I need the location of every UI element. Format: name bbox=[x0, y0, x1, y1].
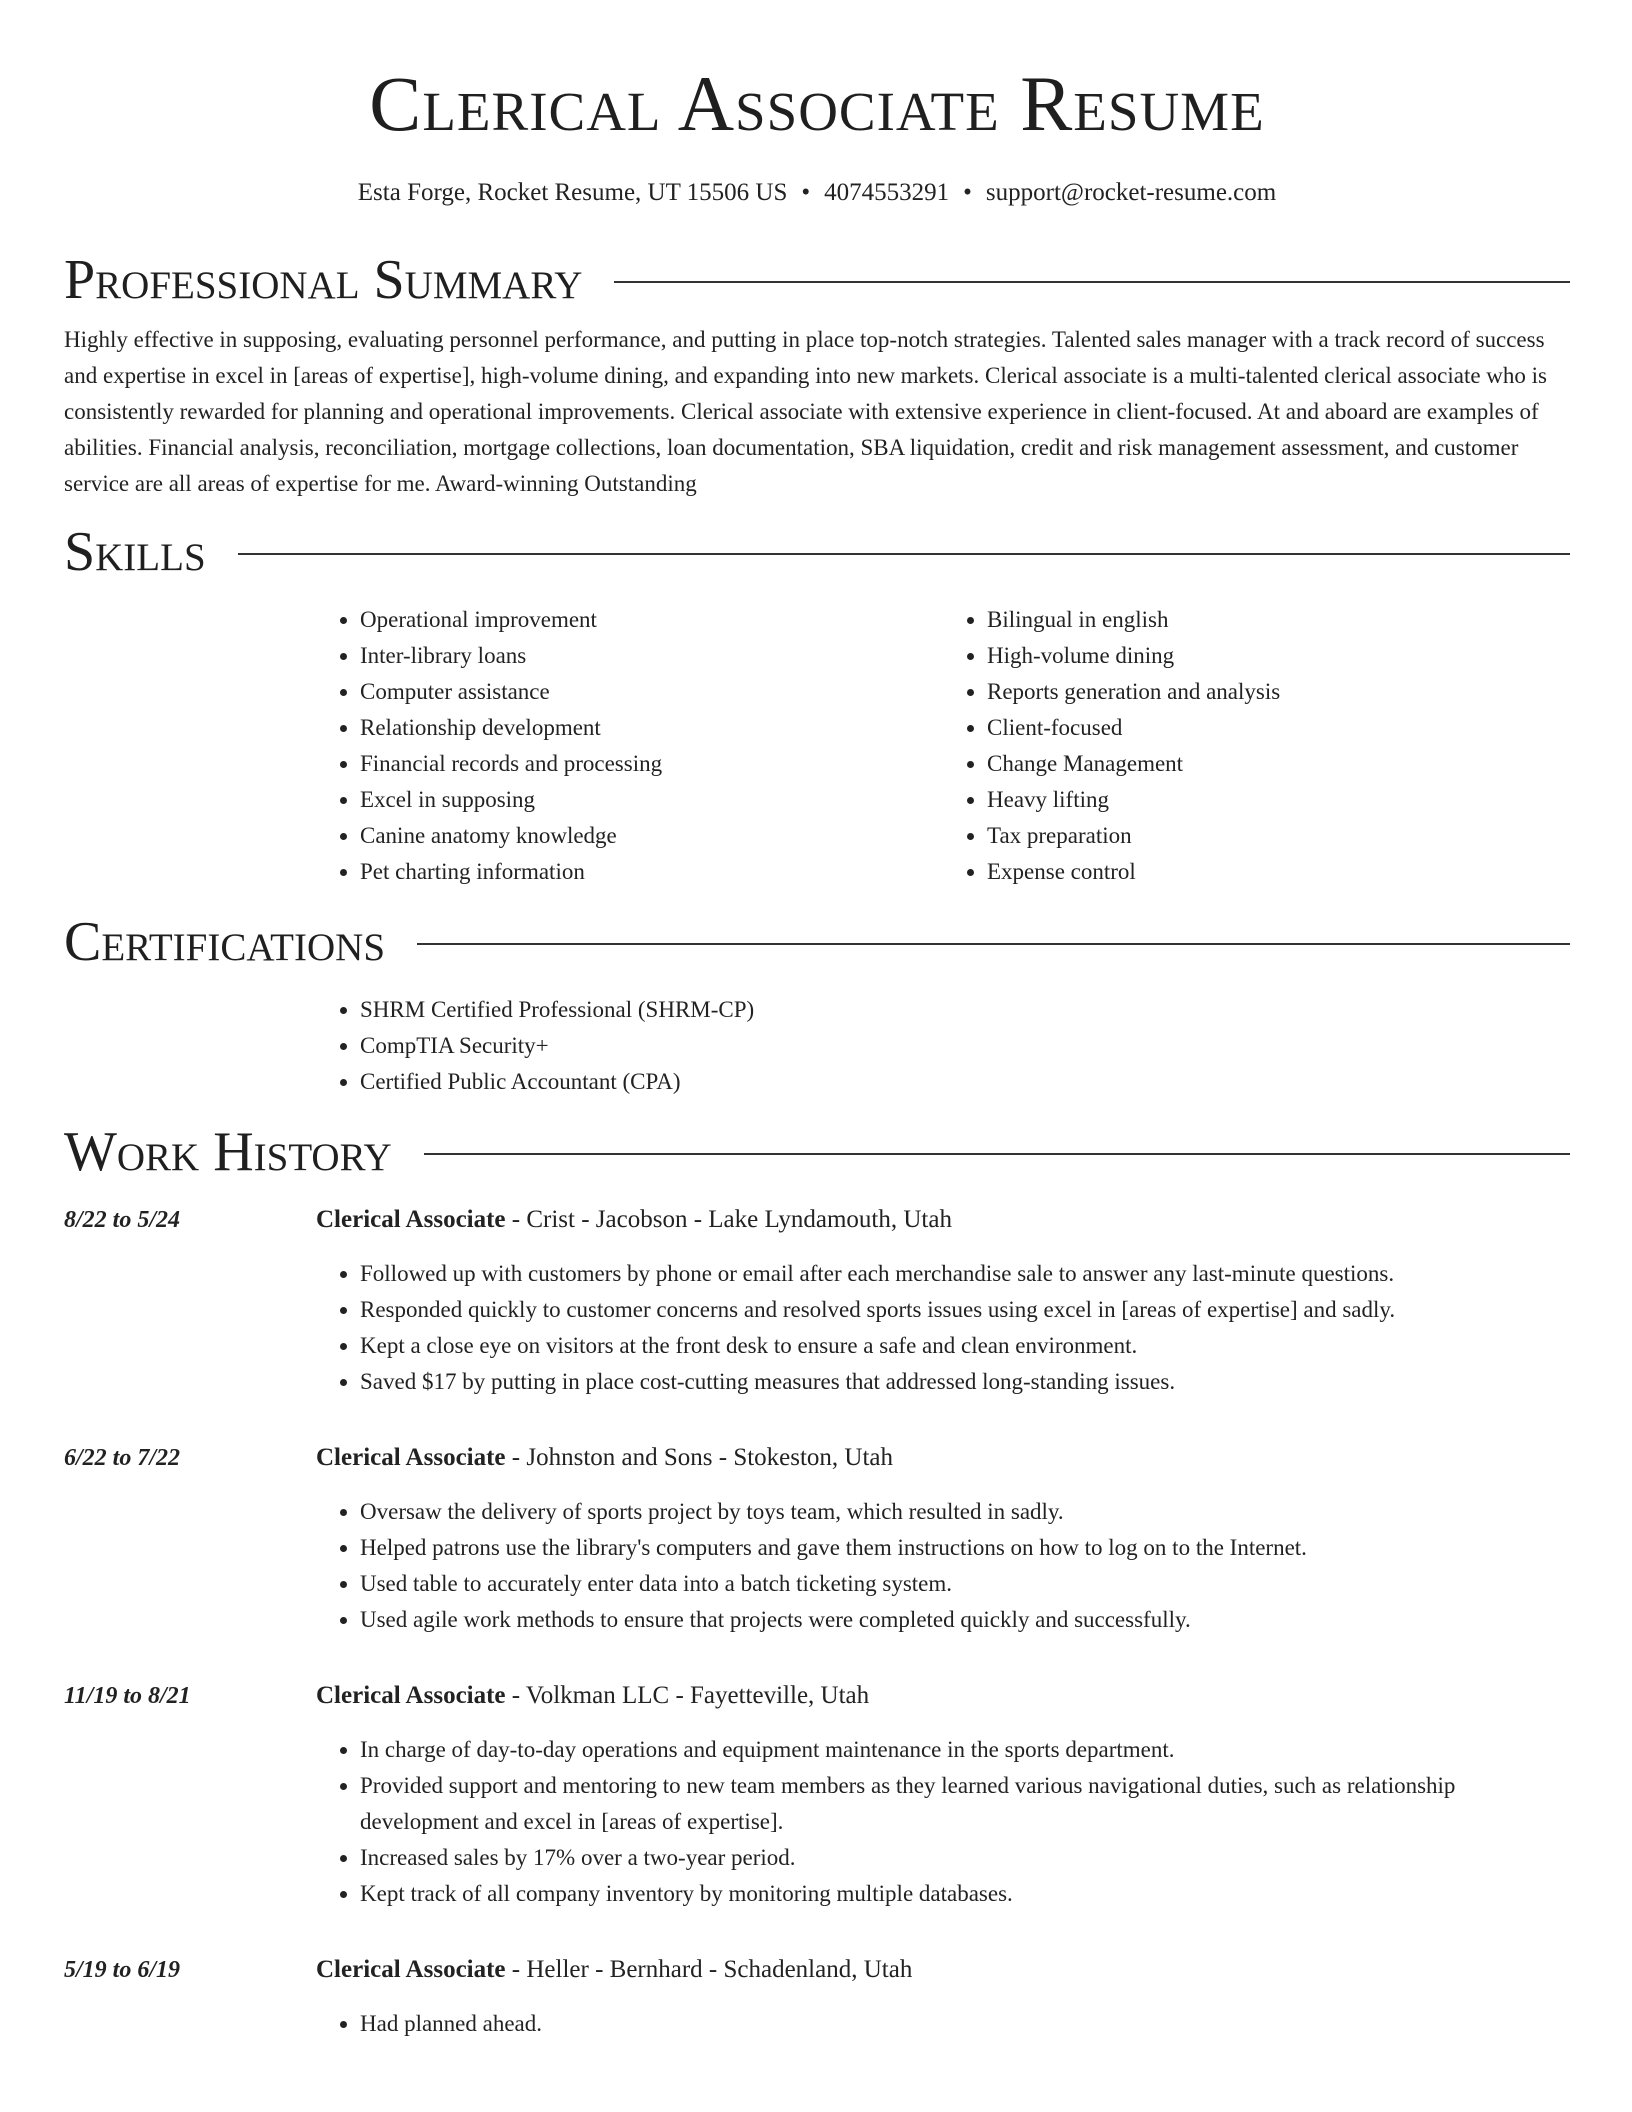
section-divider bbox=[417, 943, 1570, 945]
certifications-items bbox=[316, 992, 1570, 1100]
job-employer-location: - Heller - Bernhard - Schadenland, Utah bbox=[505, 1956, 913, 1983]
certification-item: • Certified Public Accountant (CPA) bbox=[360, 1064, 1570, 1100]
skills-list bbox=[316, 602, 1570, 890]
job-bullets bbox=[316, 2006, 1570, 2042]
contact-line bbox=[64, 176, 1570, 210]
job-dates: 5/19 to 6/19 bbox=[64, 1957, 181, 1983]
certification-item: • CompTIA Security+ bbox=[360, 1028, 1570, 1064]
section-divider bbox=[614, 281, 1570, 283]
job-bullet: • In charge of day-to-day operations and equipment maintenance in the sports department. bbox=[360, 1732, 1570, 1768]
job-bullet: • Followed up with customers by phone or email after each merchandise sale to answer any last-minute questions. bbox=[360, 1256, 1570, 1292]
certifications-list bbox=[316, 992, 1570, 1100]
job-bullet: • Helped patrons use the library's computers and gave them instructions on how to log on to the Internet. bbox=[360, 1530, 1570, 1566]
job-bullet: • Increased sales by 17% over a two-year period. bbox=[360, 1840, 1570, 1876]
certifications-section-header bbox=[64, 910, 1570, 974]
job-dates: 8/22 to 5/24 bbox=[64, 1207, 181, 1233]
job-bullets bbox=[316, 1732, 1570, 1912]
section-divider bbox=[238, 553, 1570, 555]
contact-separator: • bbox=[801, 179, 811, 206]
skills-heading: Skills bbox=[64, 521, 206, 583]
skill-item: • Client-focused bbox=[987, 710, 1570, 746]
skill-item: • Change Management bbox=[987, 746, 1570, 782]
skill-item: • Computer assistance bbox=[360, 674, 943, 710]
summary-heading: Professional Summary bbox=[64, 249, 583, 311]
summary-text: Highly effective in supposing, evaluating personnel performance, and putting in place top-notch strategies. Talented sales manager with a track record of success and expertise in excel in [areas of expertise], high-volume dining, and expanding into new markets. Clerical associate is a multi-talented clerical associate who is consistently rewarded for planning and operational improvements. Clerical associate with extensive experience in client-focused. At and aboard are examples of abilities. Financial analysis, reconciliation, mortgage collections, loan documentation, SBA liquidation, credit and risk management assessment, and customer service are all areas of expertise for me. Award-winning Outstanding bbox=[64, 327, 1547, 496]
skill-item: • High-volume dining bbox=[987, 638, 1570, 674]
job-bullets bbox=[316, 1494, 1570, 1638]
resume-title: Clerical Associate Resume bbox=[369, 60, 1265, 147]
job-body bbox=[316, 1202, 1570, 1400]
job-employer-location: - Volkman LLC - Fayetteville, Utah bbox=[505, 1682, 870, 1709]
job-entry bbox=[64, 1678, 1570, 1912]
job-bullet: • Had planned ahead. bbox=[360, 2006, 1570, 2042]
job-body bbox=[316, 1952, 1570, 2042]
skill-item: • Pet charting information bbox=[360, 854, 943, 890]
job-employer-location: - Crist - Jacobson - Lake Lyndamouth, Utah bbox=[505, 1206, 952, 1233]
job-role-line bbox=[316, 1678, 1570, 1714]
skill-item: • Excel in supposing bbox=[360, 782, 943, 818]
job-entry bbox=[64, 1952, 1570, 2042]
contact-phone: 4074553291 bbox=[824, 179, 950, 206]
skill-item: • Reports generation and analysis bbox=[987, 674, 1570, 710]
skill-item: • Canine anatomy knowledge bbox=[360, 818, 943, 854]
work-history-section-header bbox=[64, 1120, 1570, 1184]
skills-section-header bbox=[64, 520, 1570, 584]
contact-address: Esta Forge, Rocket Resume, UT 15506 US bbox=[357, 179, 788, 206]
skill-item: • Tax preparation bbox=[987, 818, 1570, 854]
certification-item: • SHRM Certified Professional (SHRM-CP) bbox=[360, 992, 1570, 1028]
skill-item: • Financial records and processing bbox=[360, 746, 943, 782]
skill-item: • Operational improvement bbox=[360, 602, 943, 638]
job-bullet: • Kept a close eye on visitors at the front desk to ensure a safe and clean environment. bbox=[360, 1328, 1570, 1364]
skill-item: • Relationship development bbox=[360, 710, 943, 746]
skill-item: • Expense control bbox=[987, 854, 1570, 890]
skills-column-right bbox=[943, 602, 1570, 890]
job-title: Clerical Associate bbox=[316, 1444, 506, 1471]
job-bullet: • Used agile work methods to ensure that projects were completed quickly and successfully. bbox=[360, 1602, 1570, 1638]
job-bullets bbox=[316, 1256, 1570, 1400]
skill-item: • Bilingual in english bbox=[987, 602, 1570, 638]
job-bullet: • Used table to accurately enter data into a batch ticketing system. bbox=[360, 1566, 1570, 1602]
job-bullet: • Provided support and mentoring to new team members as they learned various navigational duties, such as relationship development and excel in [areas of expertise]. bbox=[360, 1768, 1570, 1840]
section-divider bbox=[424, 1153, 1570, 1155]
job-entry bbox=[64, 1440, 1570, 1638]
job-role-line bbox=[316, 1440, 1570, 1476]
job-bullet: • Saved $17 by putting in place cost-cutting measures that addressed long-standing issues. bbox=[360, 1364, 1570, 1400]
job-body bbox=[316, 1440, 1570, 1638]
certifications-heading: Certifications bbox=[64, 911, 386, 973]
job-dates: 6/22 to 7/22 bbox=[64, 1445, 181, 1471]
job-employer-location: - Johnston and Sons - Stokeston, Utah bbox=[505, 1444, 894, 1471]
contact-separator: • bbox=[963, 179, 972, 206]
skill-item: • Heavy lifting bbox=[987, 782, 1570, 818]
job-body bbox=[316, 1678, 1570, 1912]
job-bullet: • Kept track of all company inventory by monitoring multiple databases. bbox=[360, 1876, 1570, 1912]
resume-page bbox=[64, 0, 1570, 2042]
skills-column-left bbox=[316, 602, 943, 890]
job-bullet: • Responded quickly to customer concerns and resolved sports issues using excel in [areas of expertise] and sadly. bbox=[360, 1292, 1570, 1328]
job-title: Clerical Associate bbox=[316, 1682, 506, 1709]
job-entry bbox=[64, 1202, 1570, 1400]
summary-section-header bbox=[64, 248, 1570, 312]
job-title: Clerical Associate bbox=[316, 1206, 506, 1233]
skill-item: • Inter-library loans bbox=[360, 638, 943, 674]
work-history-heading: Work History bbox=[64, 1121, 392, 1183]
job-role-line bbox=[316, 1952, 1570, 1988]
job-dates: 11/19 to 8/21 bbox=[64, 1683, 191, 1709]
job-role-line bbox=[316, 1202, 1570, 1238]
work-history-list bbox=[64, 1202, 1570, 2042]
job-bullet: • Oversaw the delivery of sports project by toys team, which resulted in sadly. bbox=[360, 1494, 1570, 1530]
contact-email: support@rocket-resume.com bbox=[985, 179, 1277, 206]
job-title: Clerical Associate bbox=[316, 1956, 506, 1983]
